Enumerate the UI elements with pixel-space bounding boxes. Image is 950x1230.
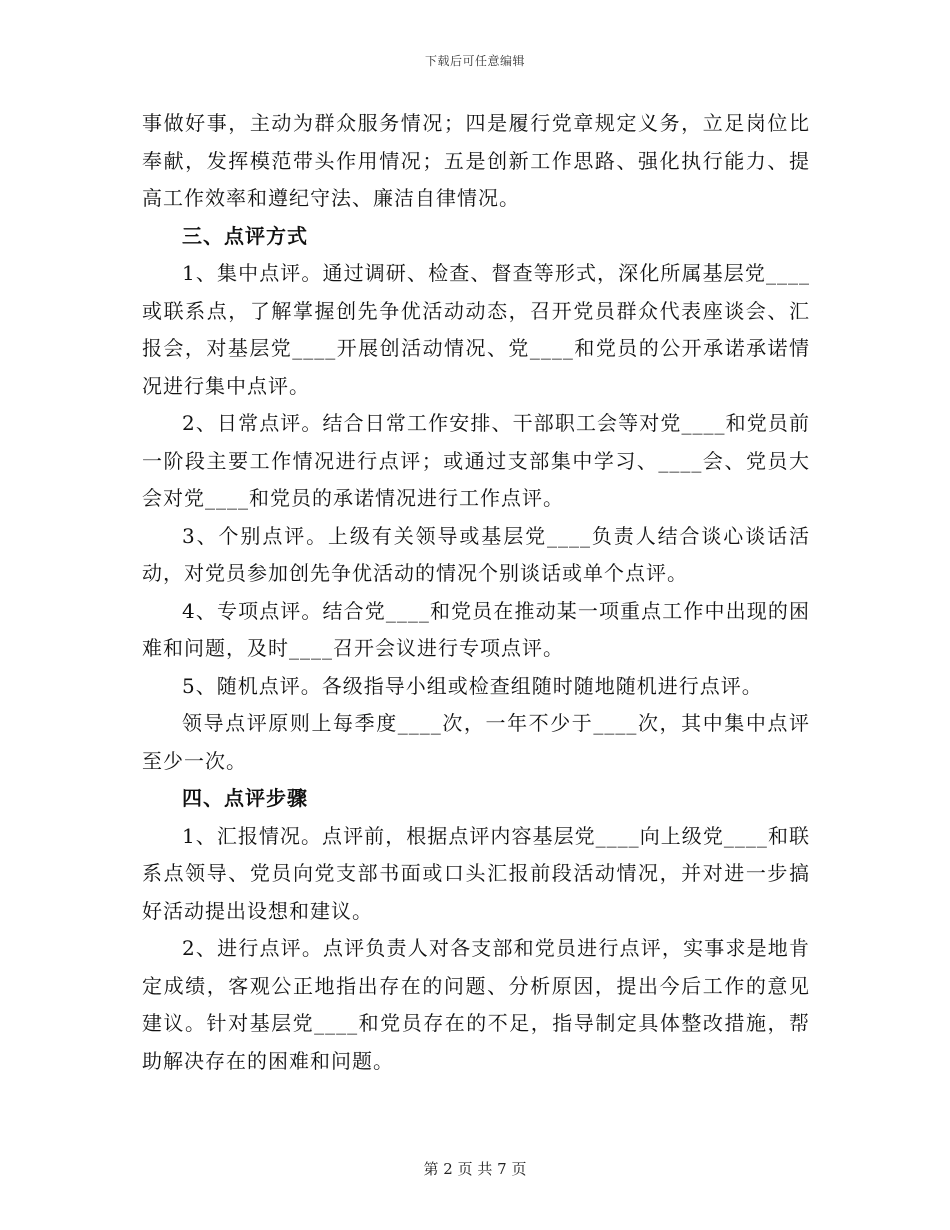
- paragraph-special-review: 4、专项点评。结合党____和党员在推动某一项重点工作中出现的困难和问题，及时____召开会议进行专项点评。: [142, 598, 810, 660]
- section-heading-review-methods: 三、点评方式: [182, 223, 308, 248]
- paragraph-conduct-review: 2、进行点评。点评负责人对各支部和党员进行点评，实事求是地肯定成绩，客观公正地指出存在的问题、分析原因，提出今后工作的意见建议。针对基层党____和党员存在的不足，指导制定具体整改措施，帮助解决存在的困难和问题。: [142, 936, 810, 1073]
- paragraph-continued: 事做好事，主动为群众服务情况；四是履行党章规定义务，立足岗位比奉献，发挥模范带头作用情况；五是创新工作思路、强化执行能力、提高工作效率和遵纪守法、廉洁自律情况。: [142, 111, 810, 210]
- paragraph-review-frequency: 领导点评原则上每季度____次，一年不少于____次，其中集中点评至少一次。: [142, 711, 810, 773]
- section-heading-review-steps: 四、点评步骤: [182, 786, 308, 810]
- page-header-note: 下载后可任意编辑: [424, 54, 525, 68]
- document-body: [142, 105, 810, 1080]
- paragraph-report-situation: 1、汇报情况。点评前，根据点评内容基层党____向上级党____和联系点领导、党员向党支部书面或口头汇报前段活动情况，并对进一步搞好活动提出设想和建议。: [142, 823, 810, 923]
- paragraph-daily-review: 2、日常点评。结合日常工作安排、干部职工会等对党____和党员前一阶段主要工作情况进行点评；或通过支部集中学习、____会、党员大会对党____和党员的承诺情况进行工作点评。: [142, 411, 810, 510]
- page-number: 第 2 页 共 7 页: [423, 1160, 527, 1178]
- paragraph-random-review: 5、随机点评。各级指导小组或检查组随时随地随机进行点评。: [182, 673, 763, 698]
- paragraph-centralized-review: 1、集中点评。通过调研、检查、督查等形式，深化所属基层党____或联系点，了解掌握创先争优活动动态，召开党员群众代表座谈会、汇报会，对基层党____开展创活动情况、党____和党员的公开承诺承诺情况进行集中点评。: [142, 261, 810, 398]
- paragraph-individual-review: 3、个别点评。上级有关领导或基层党____负责人结合谈心谈话活动，对党员参加创先争优活动的情况个别谈话或单个点评。: [142, 523, 810, 585]
